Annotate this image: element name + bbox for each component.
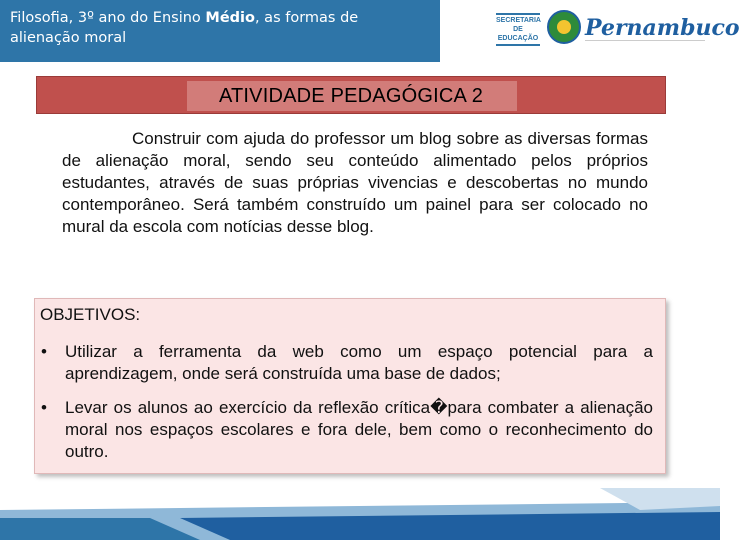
header: [0, 0, 740, 68]
list-item: • Utilizar a ferramenta da web como um espaço potencial para a aprendizagem, onde será construída uma base de dados;: [41, 342, 653, 383]
objectives-title: OBJETIVOS:: [40, 305, 141, 324]
page-title: Filosofia, 3º ano do Ensino Médio, as formas de alienação moral: [0, 0, 440, 62]
footer-wave-graphic: [0, 488, 720, 540]
secretaria-logo: SECRETARIA DE EDUCAÇÃO: [496, 12, 540, 48]
objectives-box: [34, 298, 666, 474]
intro-paragraph: Construir com ajuda do professor um blog sobre as diversas formas de alienação moral, sendo seu conteúdo alimentado pelos próprios estudantes, através de suas próprias vivencias e descobertas no mundo contemporâneo. Será também construído um painel para ser colocado no mural da escola com notícias desse blog.: [62, 129, 648, 236]
bullet-icon: •: [41, 398, 47, 417]
footer-decoration: [0, 488, 720, 540]
bullet-icon: •: [41, 342, 47, 361]
pernambuco-logo: Pernambuco: [585, 10, 705, 50]
state-seal-icon: [547, 10, 581, 44]
objectives-list: [35, 341, 667, 475]
list-item: • Levar os alunos ao exercício da reflexão crítica�para combater a alienação moral nos espaços escolares e fora dele, bem como o reconhecimento do outro.: [41, 398, 653, 461]
activity-banner: [36, 76, 666, 114]
banner-title: ATIVIDADE PEDAGÓGICA 2: [218, 85, 484, 107]
